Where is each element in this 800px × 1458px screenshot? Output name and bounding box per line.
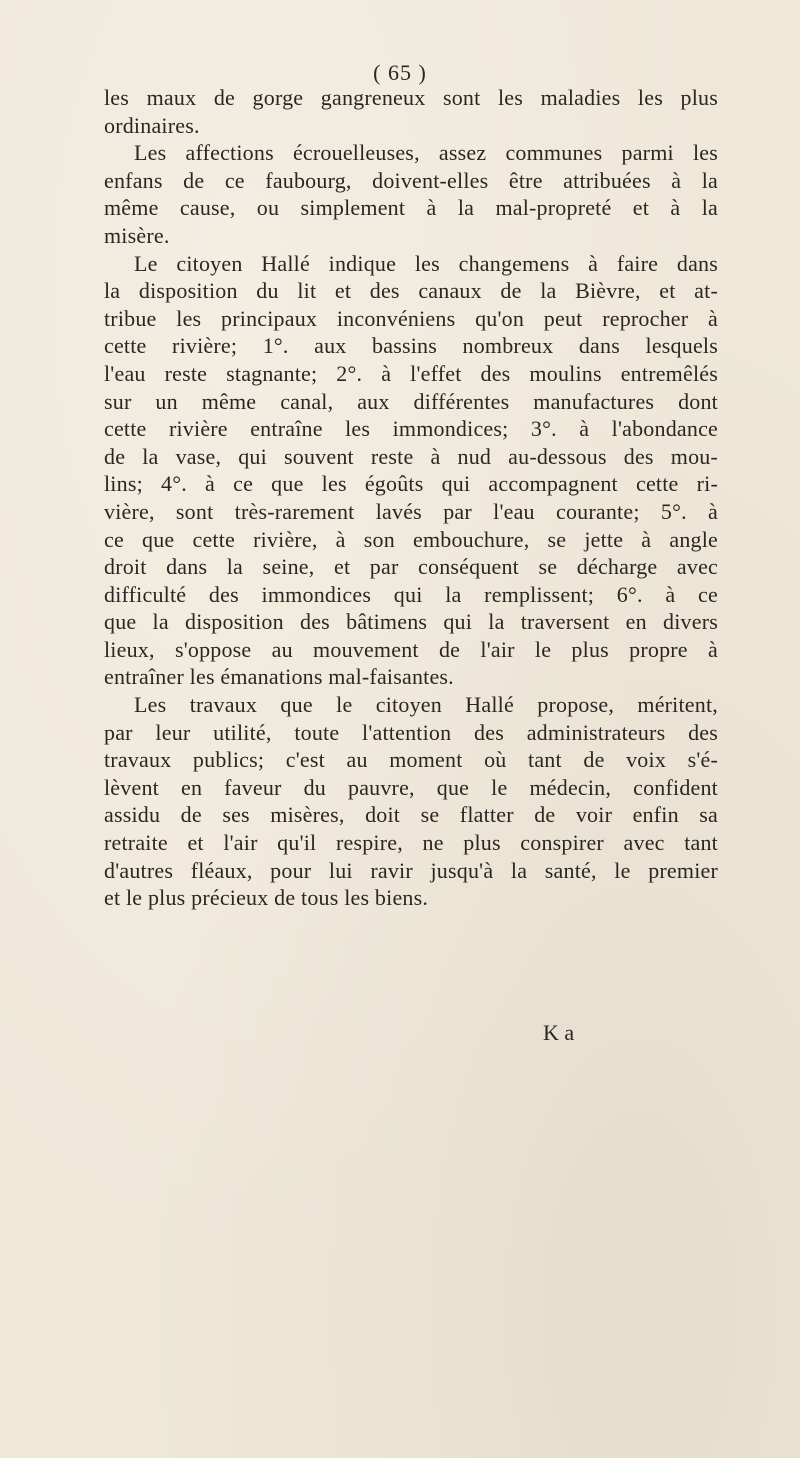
text-line: misère. [104,222,170,248]
text-line: cette rivière entraîne les immondices; 3°. à l'abondance [104,416,718,442]
text-line: Le citoyen Hallé indique les changemens à faire dans [134,250,718,276]
text-line: et le plus précieux de tous les biens. [104,885,429,911]
text-line: de la vase, qui souvent reste à nud au-dessous des mou- [104,443,718,469]
text-line: lieux, s'oppose au mouvement de l'air le plus propre à [104,636,718,662]
text-line: enfans de ce faubourg, doivent-elles être attribuées à la [104,167,718,193]
text-line: droit dans la seine, et par conséquent se décharge avec [104,554,718,580]
text-line: même cause, ou simplement à la mal-propreté et à la [104,195,718,221]
text-line: que la disposition des bâtimens qui la traversent en divers [104,609,718,635]
text-line: Les travaux que le citoyen Hallé propose, méritent, [134,692,718,718]
text-line: vière, sont très-rarement lavés par l'eau courante; 5°. à [104,498,718,524]
text-line: sur un même canal, aux différentes manufactures dont [104,388,718,414]
text-line: par leur utilité, toute l'attention des administrateurs des [104,719,718,745]
text-line: entraîner les émanations mal-faisantes. [104,664,454,690]
text-line: les maux de gorge gangreneux sont les maladies les plus [104,85,718,110]
page-number: ( 65 ) [373,60,427,85]
text-line: d'autres fléaux, pour lui ravir jusqu'à la santé, le premier [104,857,718,883]
text-line: lèvent en faveur du pauvre, que le médecin, confident [104,774,718,800]
text-line: l'eau reste stagnante; 2°. à l'effet des moulins entremêlés [104,360,718,386]
text-line: lins; 4°. à ce que les égoûts qui accompagnent cette ri- [104,471,718,497]
text-line: Les affections écrouelleuses, assez communes parmi les [134,140,718,166]
text-line: retraite et l'air qu'il respire, ne plus conspirer avec tant [104,830,718,856]
text-line: difficulté des immondices qui la remplissent; 6°. à ce [104,581,718,607]
text-line: travaux publics; c'est au moment où tant de voix s'é- [104,747,718,773]
text-line: ce que cette rivière, à son embouchure, se jette à angle [104,526,718,552]
signature-mark: K a [543,1020,575,1045]
text-line: ordinaires. [104,112,200,138]
text-line: tribue les principaux inconvéniens qu'on peut reprocher à [104,305,718,331]
text-line: cette rivière; 1°. aux bassins nombreux dans lesquels [104,333,718,359]
text-line: la disposition du lit et des canaux de la Bièvre, et at- [104,278,718,304]
text-line: assidu de ses misères, doit se flatter de voir enfin sa [104,802,718,828]
body-text [104,84,718,912]
